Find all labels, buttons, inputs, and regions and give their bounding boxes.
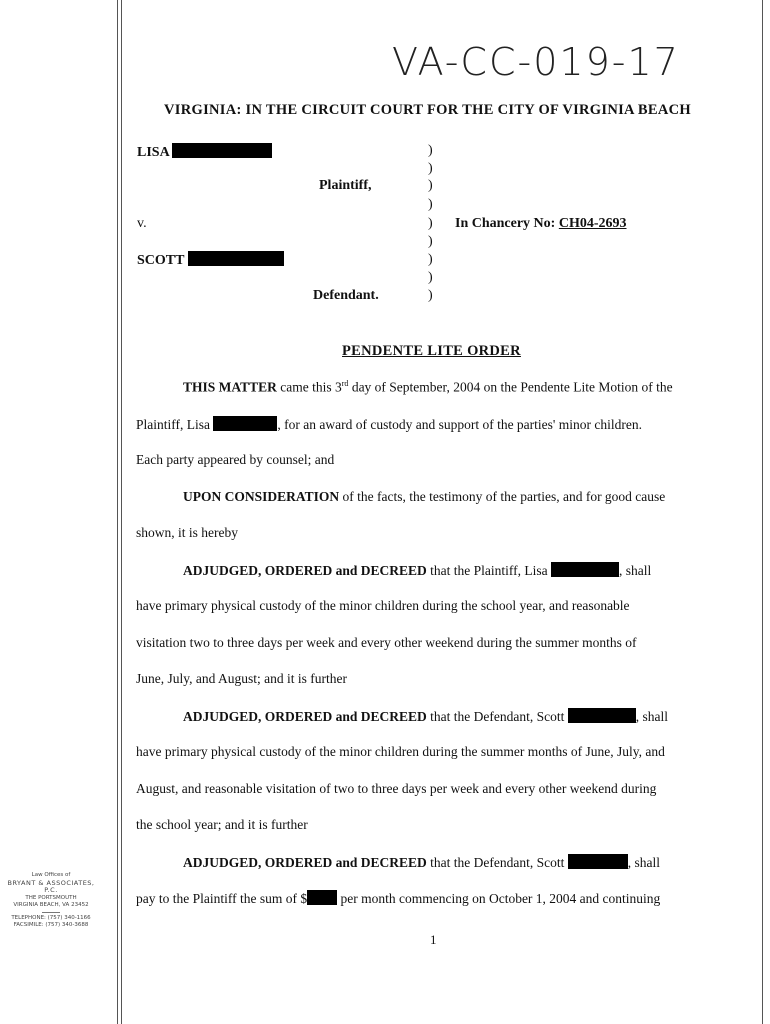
redaction-bar [172,143,272,158]
text-run: that the Defendant, Scott [426,855,568,870]
caption-paren-5: ) [428,216,433,231]
caption-paren-1: ) [428,143,433,158]
redaction-bar [188,251,284,266]
text-run: Plaintiff, Lisa [136,417,214,432]
caption-paren-8: ) [428,270,433,285]
paragraph-4-line-2: have primary physical custody of the minor children during the summer months of June, July, and [136,744,665,759]
text-run: per month commencing on October 1, 2004 and continuing [337,891,661,906]
defendant-name [137,251,284,269]
text-run: , shall [635,709,669,724]
paragraph-3-line-2: have primary physical custody of the minor children during the school year, and reasonable [136,598,630,613]
defendant-role: Defendant. [313,288,379,303]
paragraph-1-line-1 [183,379,673,396]
firm-name: BRYANT & ASSOCIATES, P.C. [7,878,95,894]
paragraph-5-line-1 [183,854,660,871]
defendant-first-name: SCOTT [137,253,185,268]
left-margin-rule-2 [121,0,122,1024]
firm-line: THE PORTSMOUTH [25,894,77,901]
paragraph-1-line-2 [136,416,642,433]
superscript: rd [341,379,349,388]
text-run: pay to the Plaintiff the sum of $ [136,891,308,906]
firm-fax: FACSIMILE: (757) 340-3688 [13,922,89,928]
text-run: day of September, 2004 on the Pendente Lite Motion of the [348,379,673,395]
text-run: came this 3 [276,379,342,395]
text-run: , shall [619,563,652,578]
plaintiff-first-name: LISA [137,145,170,160]
left-margin-rule-1 [117,0,118,1024]
paragraph-4-line-3: August, and reasonable visitation of two to three days per week and every other weekend during [136,781,657,796]
court-heading: VIRGINIA: IN THE CIRCUIT COURT FOR THE CITY OF VIRGINIA BEACH [164,102,691,118]
redaction-bar [568,708,636,723]
caption-paren-7: ) [428,252,433,267]
paragraph-3-line-3: visitation two to three days per week and every other weekend during the summer months of [136,635,637,650]
caption-paren-3: ) [428,178,433,193]
paragraph-2-line-2: shown, it is hereby [136,525,238,540]
right-margin-rule [762,0,763,1024]
paragraph-lead: ADJUDGED, ORDERED and DECREED [183,709,427,724]
paragraph-5-line-2 [136,890,660,907]
caption-paren-6: ) [428,234,433,249]
law-firm-block [4,872,98,930]
paragraph-3-line-4: June, July, and August; and it is further [136,671,347,686]
order-title: PENDENTE LITE ORDER [342,343,521,359]
firm-divider [42,912,60,913]
caption-paren-9: ) [428,288,433,303]
paragraph-lead: UPON CONSIDERATION [183,489,340,504]
plaintiff-role: Plaintiff, [319,178,372,193]
paragraph-4-line-1 [183,708,668,725]
chancery-number [455,216,627,232]
handwritten-case-number: VA-CC-019-17 [392,40,680,84]
caption-paren-4: ) [428,197,433,212]
redaction-bar [307,890,337,905]
text-run: that the Plaintiff, Lisa [426,563,552,578]
firm-phone: TELEPHONE: (757) 340-1166 [11,914,91,921]
plaintiff-name [137,143,272,161]
paragraph-4-line-4: the school year; and it is further [136,817,308,832]
paragraph-lead: THIS MATTER [183,379,277,395]
text-run: , shall [627,855,661,870]
text-run: that the Defendant, Scott [426,709,568,724]
paragraph-3-line-1 [183,562,651,579]
redaction-bar [213,416,277,431]
paragraph-lead: ADJUDGED, ORDERED and DECREED [183,563,427,578]
caption-paren-2: ) [428,161,433,176]
paragraph-lead: ADJUDGED, ORDERED and DECREED [183,855,427,870]
page-number: 1 [430,932,437,947]
firm-line: VIRGINIA BEACH, VA 23452 [13,902,89,908]
paragraph-1-line-3: Each party appeared by counsel; and [136,452,335,467]
text-run: , for an award of custody and support of the parties' minor children. [277,417,642,432]
paragraph-2-line-1 [183,489,665,505]
chancery-number-value: CH04-2693 [558,216,627,231]
redaction-bar [551,562,619,577]
redaction-bar [568,854,628,869]
text-run: of the facts, the testimony of the parties, and for good cause [339,489,666,504]
versus: v. [137,216,147,231]
chancery-label: In Chancery No: [455,216,559,231]
firm-line: Law Offices of [31,872,71,878]
